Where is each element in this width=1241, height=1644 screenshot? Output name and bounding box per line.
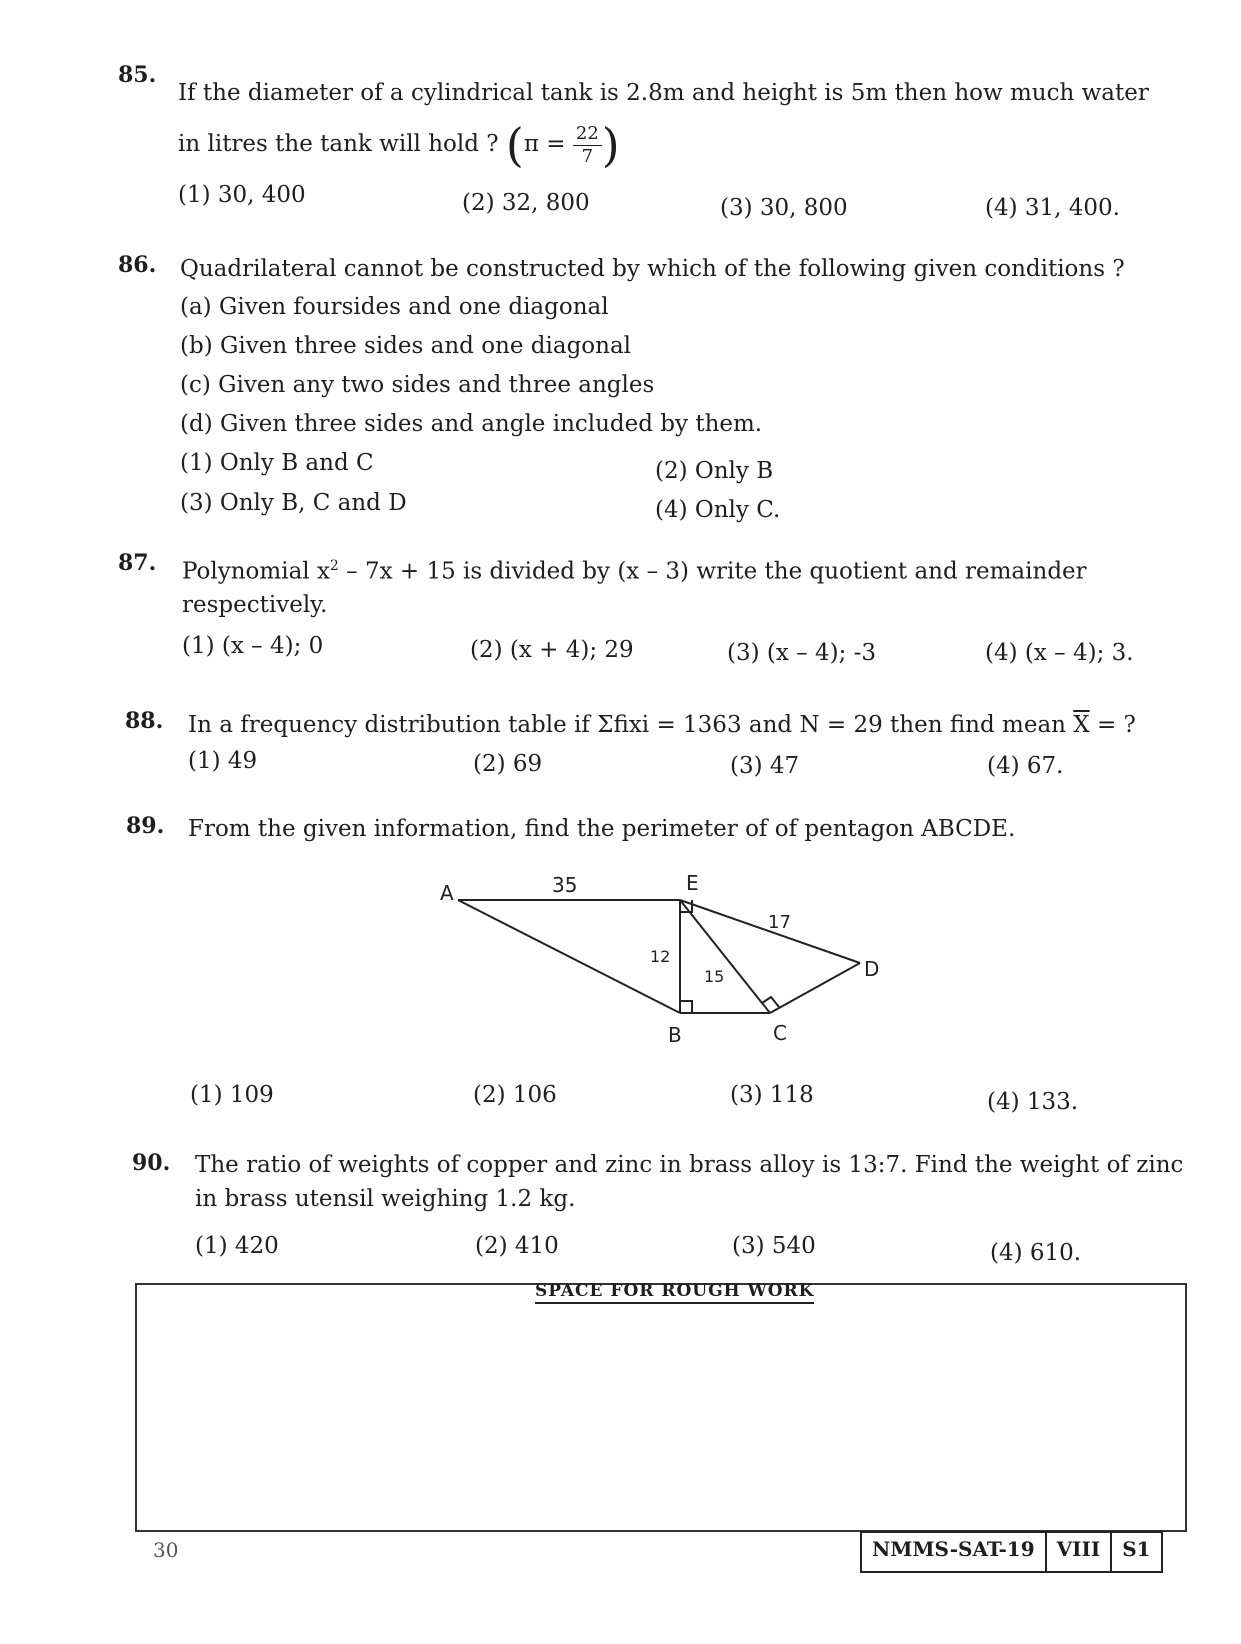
q86-number: 86. (118, 252, 157, 278)
q88-stem-end: = ? (1089, 712, 1136, 738)
q88-option-1[interactable]: (1) 49 (188, 748, 258, 774)
label-b: B (668, 1023, 682, 1047)
length-ae: 35 (552, 873, 578, 897)
rough-work-title: SPACE FOR ROUGH WORK (535, 1281, 814, 1304)
q89-option-2[interactable]: (2) 106 (473, 1082, 557, 1108)
footer-class: VIII (1047, 1533, 1113, 1571)
q86-condition-a: (a) Given foursides and one diagonal (180, 294, 609, 320)
q89-option-3[interactable]: (3) 118 (730, 1082, 814, 1108)
q86-condition-d: (d) Given three sides and angle included by them. (180, 411, 763, 437)
q87-line2: respectively. (182, 592, 328, 618)
q86-condition-c: (c) Given any two sides and three angles (180, 372, 655, 398)
q89-option-4[interactable]: (4) 133. (987, 1089, 1079, 1115)
q85-option-4[interactable]: (4) 31, 400. (985, 195, 1120, 221)
footer-exam-code: NMMS-SAT-19 (862, 1533, 1047, 1571)
q90-line2: in brass utensil weighing 1.2 kg. (195, 1186, 576, 1212)
label-a: A (440, 881, 454, 905)
q85-line2 (178, 118, 620, 172)
q87-option-2[interactable]: (2) (x + 4); 29 (470, 637, 634, 663)
q87-line1 (182, 558, 1087, 585)
footer-code-box (860, 1531, 1163, 1573)
q90-number: 90. (132, 1150, 171, 1176)
q90-option-1[interactable]: (1) 420 (195, 1233, 279, 1259)
mean-x-bar: $\overline{X}$ (1073, 712, 1090, 738)
q89-number: 89. (126, 813, 165, 839)
q85-line1: If the diameter of a cylindrical tank is 2.8m and height is 5m then how much water (178, 80, 1149, 106)
left-paren: ( (505, 118, 524, 172)
length-ed: 17 (768, 912, 791, 933)
q86-option-4[interactable]: (4) Only C. (655, 497, 781, 523)
q85-number: 85. (118, 62, 157, 88)
q85-option-2[interactable]: (2) 32, 800 (462, 190, 590, 216)
q87-option-1[interactable]: (1) (x – 4); 0 (182, 633, 324, 659)
q88-stem-text: In a frequency distribution table if Σfixi = 1363 and N = 29 then find mean (188, 712, 1074, 738)
right-paren: ) (601, 118, 620, 172)
q86-condition-b: (b) Given three sides and one diagonal (180, 333, 632, 359)
length-ec: 15 (704, 967, 725, 986)
frac-denominator: 7 (581, 145, 594, 167)
page-number: 30 (153, 1538, 179, 1562)
rough-work-box (135, 1283, 1187, 1532)
label-d: D (864, 957, 880, 981)
q87-number: 87. (118, 550, 157, 576)
frac-numerator: 22 (573, 123, 602, 146)
q89-option-1[interactable]: (1) 109 (190, 1082, 274, 1108)
pentagon-figure (440, 870, 890, 1050)
q88-stem (188, 712, 1136, 738)
q90-option-2[interactable]: (2) 410 (475, 1233, 559, 1259)
label-c: C (773, 1021, 787, 1045)
q90-option-3[interactable]: (3) 540 (732, 1233, 816, 1259)
q88-option-4[interactable]: (4) 67. (987, 753, 1064, 779)
right-angle-b (680, 1001, 692, 1013)
label-e: E (686, 871, 699, 895)
pi-fraction (573, 123, 602, 168)
q87-option-4[interactable]: (4) (x – 4); 3. (985, 640, 1134, 666)
q88-option-2[interactable]: (2) 69 (473, 751, 543, 777)
q90-line1: The ratio of weights of copper and zinc in brass alloy is 13:7. Find the weight of zinc (195, 1152, 1184, 1178)
edge-ec (680, 900, 770, 1013)
q87-option-3[interactable]: (3) (x – 4); -3 (727, 640, 877, 666)
q88-number: 88. (125, 708, 164, 734)
q90-option-4[interactable]: (4) 610. (990, 1240, 1082, 1266)
pi-symbol: π = (523, 131, 566, 157)
q85-option-3[interactable]: (3) 30, 800 (720, 195, 848, 221)
q86-option-2[interactable]: (2) Only B (655, 458, 774, 484)
q86-option-1[interactable]: (1) Only B and C (180, 450, 374, 476)
footer-series: S1 (1122, 1537, 1151, 1561)
q86-option-3[interactable]: (3) Only B, C and D (180, 490, 407, 516)
q88-option-3[interactable]: (3) 47 (730, 753, 800, 779)
q85-line2-text: in litres the tank will hold ? (178, 131, 499, 157)
q87-line1-start: Polynomial x (182, 558, 330, 585)
edge-cd (770, 963, 860, 1013)
edge-ab (458, 900, 680, 1013)
q86-stem: Quadrilateral cannot be constructed by which of the following given conditions ? (180, 256, 1125, 282)
q85-option-1[interactable]: (1) 30, 400 (178, 182, 306, 208)
length-eb: 12 (650, 947, 671, 966)
q87-exponent: 2 (329, 558, 339, 574)
q89-stem: From the given information, find the perimeter of of pentagon ABCDE. (188, 816, 1016, 842)
q87-line1-end: – 7x + 15 is divided by (x – 3) write the quotient and remainder (338, 558, 1087, 585)
